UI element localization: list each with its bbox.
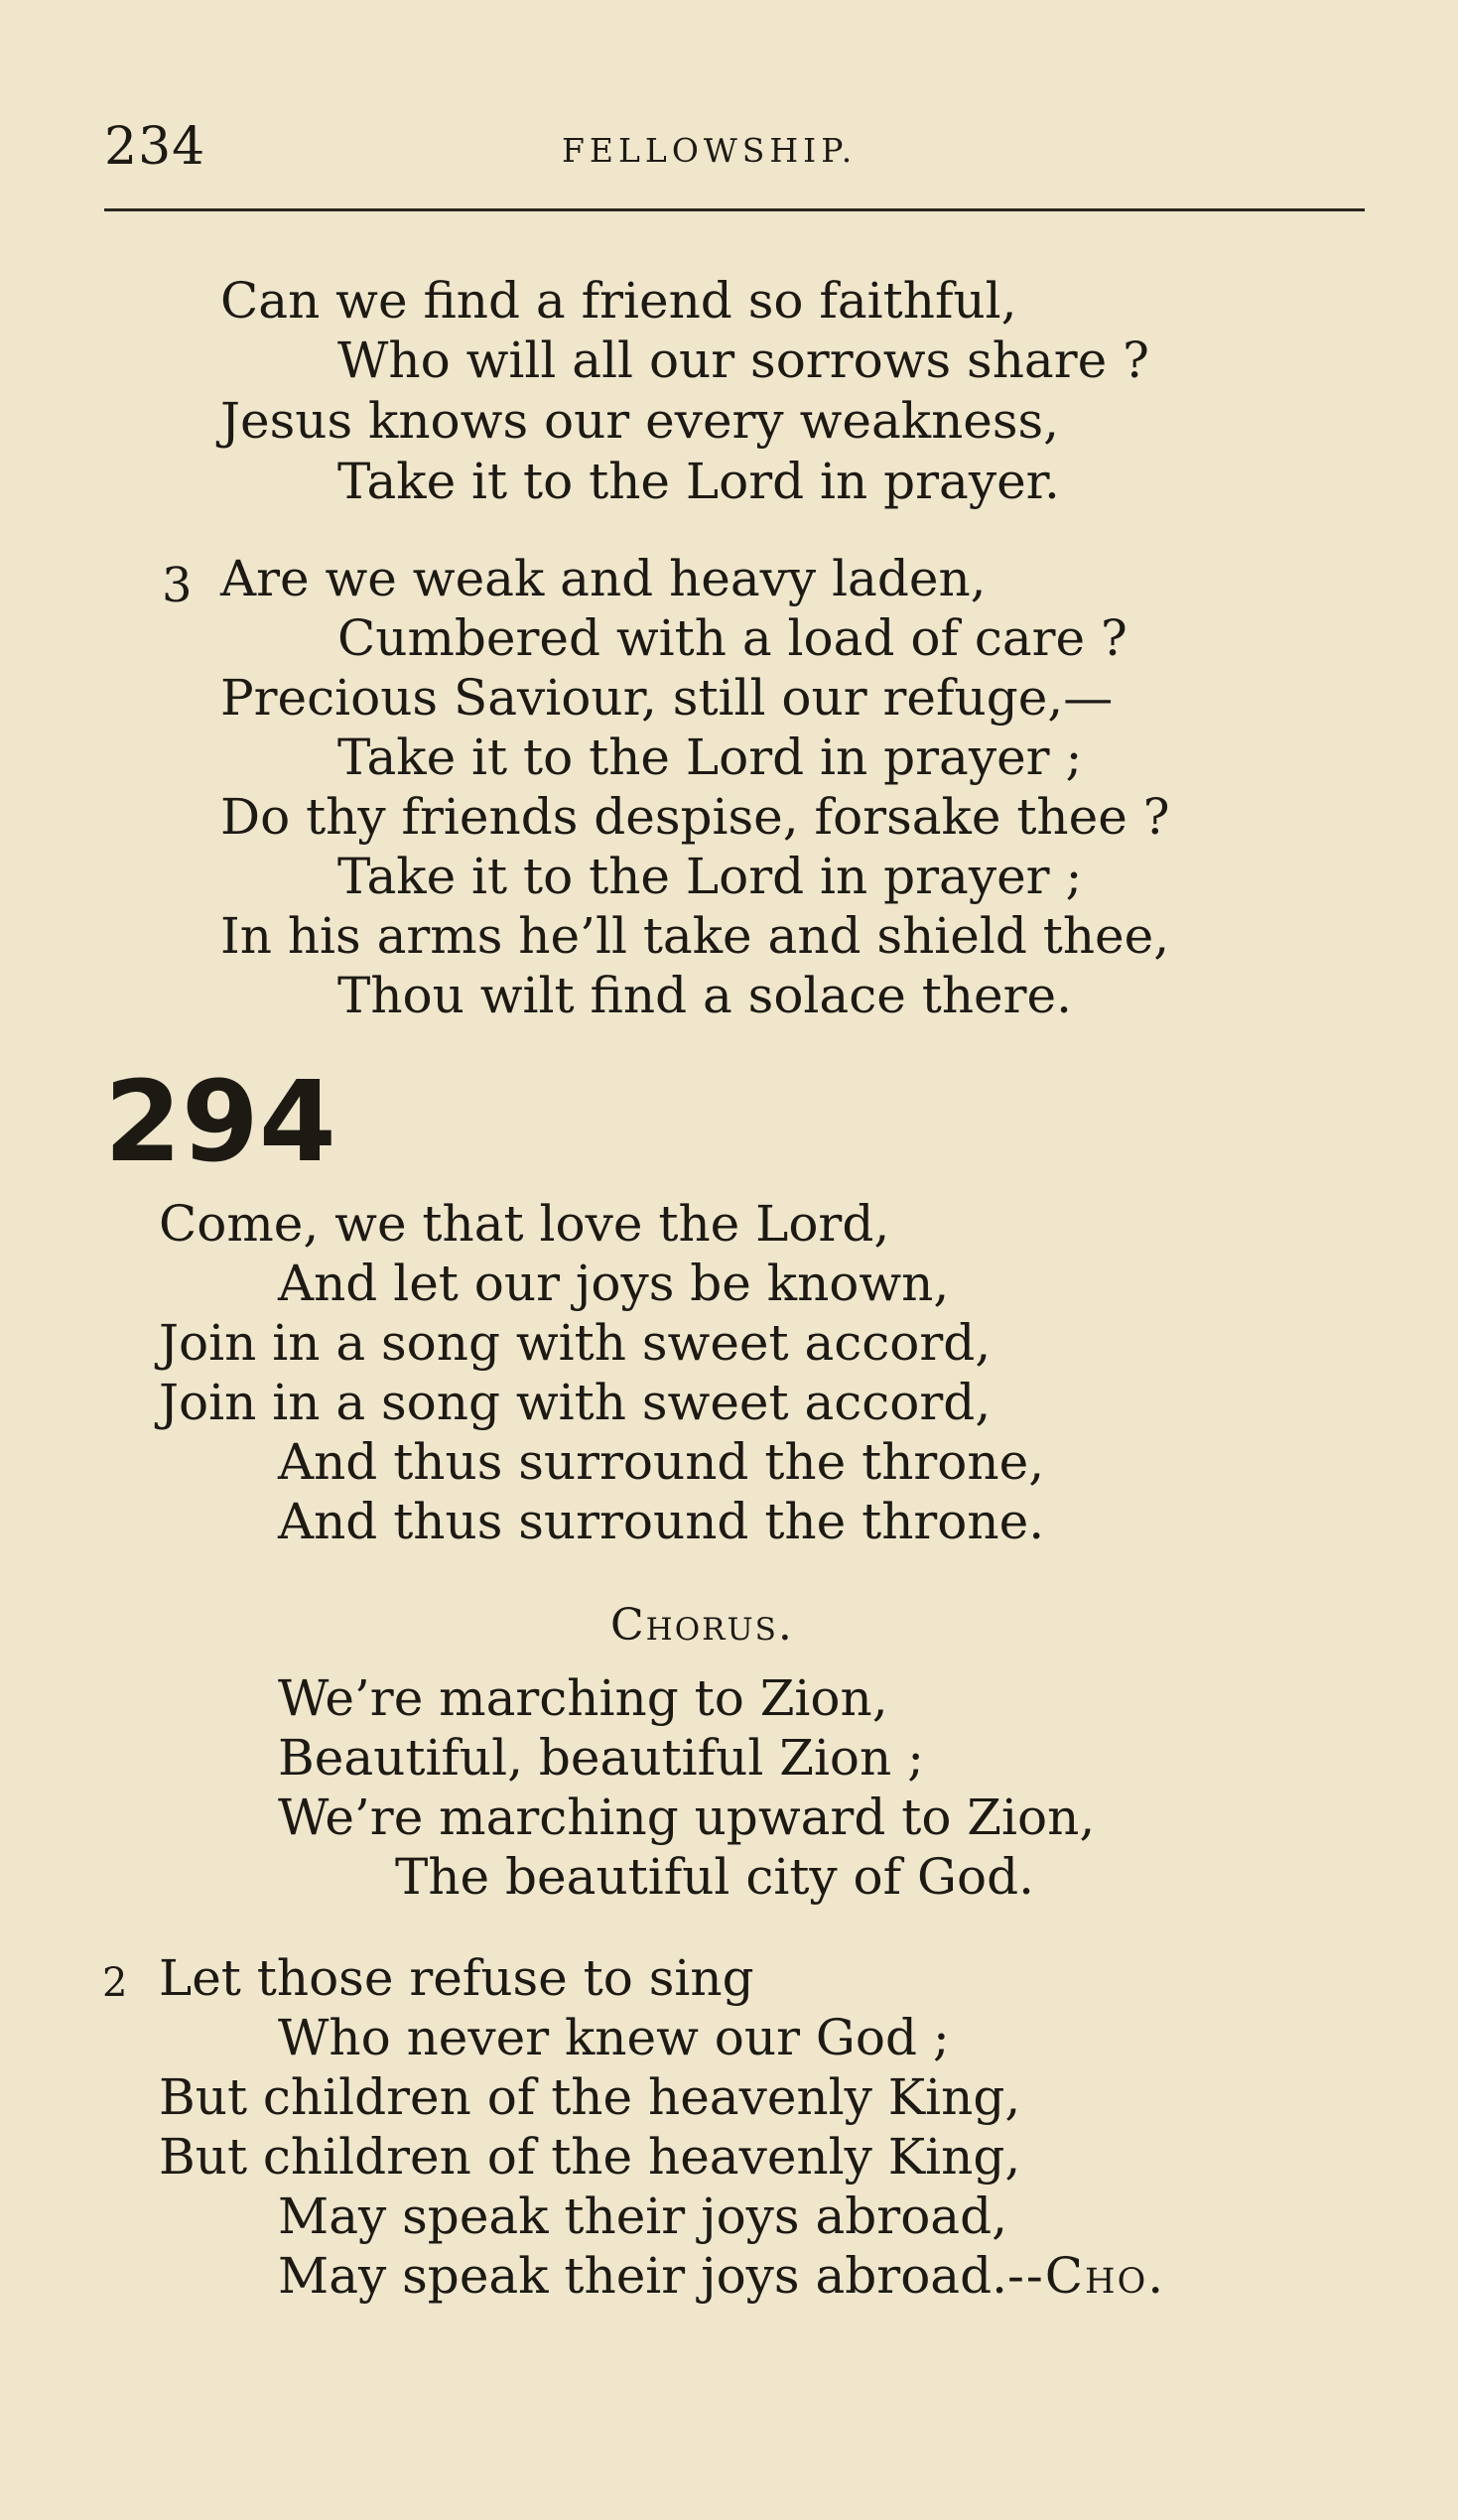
chorus-line: The beautiful city of God. xyxy=(395,1848,1034,1906)
verse-line: Do thy friends despise, forsake thee ? xyxy=(220,788,1170,846)
page-number: 234 xyxy=(104,117,206,177)
verse-line: Take it to the Lord in prayer ; xyxy=(337,729,1083,786)
stanza-number: 3 xyxy=(162,558,193,613)
chorus-line: We’re marching to Zion, xyxy=(278,1669,888,1727)
chorus-heading: Chorus. xyxy=(610,1600,794,1651)
verse-line: In his arms he’ll take and shield thee, xyxy=(220,907,1170,965)
verse-line: Thou wilt find a solace there. xyxy=(337,967,1072,1024)
verse-line: But children of the heavenly King, xyxy=(159,2068,1021,2126)
verse-line: But children of the heavenly King, xyxy=(159,2128,1021,2186)
verse-line: Take it to the Lord in prayer. xyxy=(337,453,1060,510)
verse-line: Who never knew our God ; xyxy=(278,2009,950,2066)
verse-line: Who will all our sorrows share ? xyxy=(337,332,1149,389)
verse-line: And thus surround the throne, xyxy=(278,1433,1045,1491)
verse-line: Are we weak and heavy laden, xyxy=(220,550,987,607)
hymn-number: 294 xyxy=(104,1058,336,1187)
page-header xyxy=(0,117,1458,177)
verse-line-with-chorus-ref xyxy=(278,2247,1166,2305)
running-title: FELLOWSHIP. xyxy=(562,131,858,170)
verse-line: And thus surround the throne. xyxy=(278,1493,1045,1550)
verse-line: Jesus knows our every weakness, xyxy=(220,392,1060,450)
chorus-line: Beautiful, beautiful Zion ; xyxy=(278,1729,924,1787)
verse-line: Come, we that love the Lord, xyxy=(159,1195,890,1253)
verse-line: Cumbered with a load of care ? xyxy=(337,609,1127,667)
verse-line: Take it to the Lord in prayer ; xyxy=(337,848,1083,905)
header-rule xyxy=(104,208,1365,211)
verse-line: May speak their joys abroad, xyxy=(278,2188,1008,2245)
verse-line: Join in a song with sweet accord, xyxy=(159,1374,992,1431)
chorus-line: We’re marching upward to Zion, xyxy=(278,1789,1096,1846)
verse-line: Join in a song with sweet accord, xyxy=(159,1314,992,1372)
stanza-number: 2 xyxy=(102,1960,128,2006)
verse-line: Precious Saviour, still our refuge,— xyxy=(220,669,1114,727)
verse-line: And let our joys be known, xyxy=(278,1255,950,1312)
verse-line: Can we find a friend so faithful, xyxy=(220,272,1017,330)
verse-line: Let those refuse to sing xyxy=(159,1949,754,2007)
chorus-reference: --Cho. xyxy=(1007,2247,1166,2305)
verse-text: May speak their joys abroad. xyxy=(278,2247,1008,2305)
